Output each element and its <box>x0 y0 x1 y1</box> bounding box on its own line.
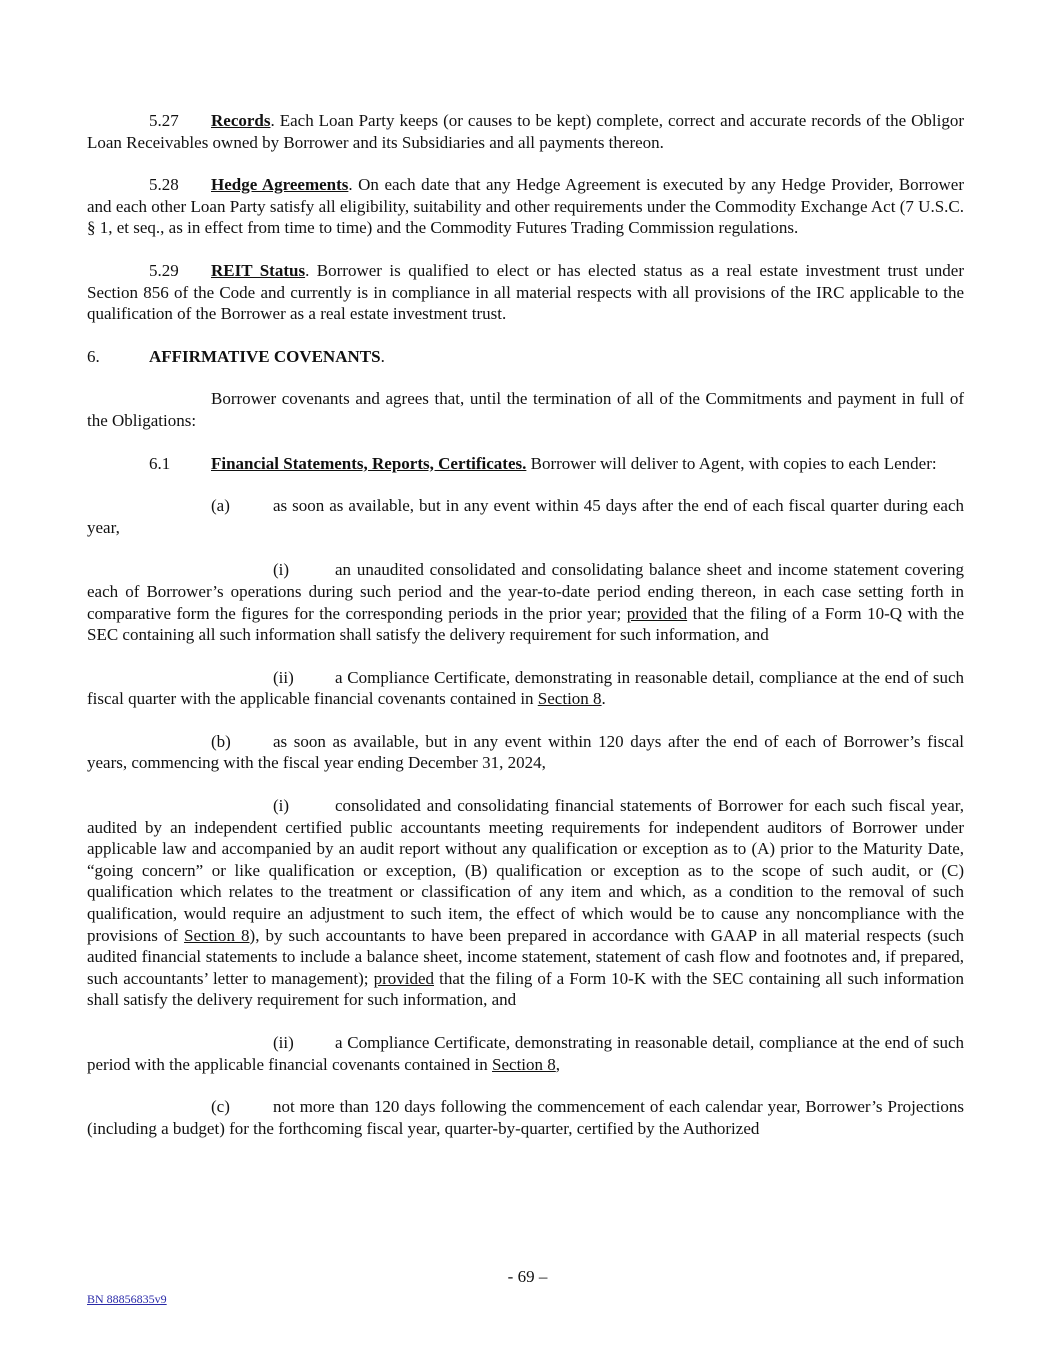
provided-term: provided <box>373 968 435 988</box>
section-5-28 <box>87 174 964 239</box>
article-title-end: . <box>380 346 385 366</box>
article-6-heading <box>87 346 964 368</box>
section-number: 5.29 <box>149 260 179 280</box>
section-heading: Financial Statements, Reports, Certificates. <box>211 453 527 473</box>
section-heading: Hedge Agreements <box>211 175 349 195</box>
section-number: 6.1 <box>149 453 171 473</box>
clause-text: , <box>555 1054 561 1074</box>
section-text: Borrower will deliver to Agent, with copies to each Lender: <box>526 453 937 473</box>
clause-text: as soon as available, but in any event within 120 days after the end of each of Borrower’s fiscal years, commencing with the fiscal year ending December 31, 2024, <box>87 731 964 773</box>
clause-text: an unaudited consolidated and consolidating balance sheet and income statement covering each of Borrower’s operations during such period and the year-to-date period ending thereon, in each case setting forth in comparative form the figures for the corresponding periods in the prior year; <box>87 560 964 623</box>
section-heading: Records <box>211 111 271 130</box>
clause-text: as soon as available, but in any event within 45 days after the end of each fiscal quarter during each year, <box>87 496 964 537</box>
section-8-reference[interactable]: Section 8 <box>492 1054 556 1074</box>
clause-text: a Compliance Certificate, demonstrating in reasonable detail, compliance at the end of such fiscal quarter with the applicable financial covenants contained in <box>87 667 964 709</box>
document-page <box>87 110 964 1139</box>
section-heading: REIT Status <box>211 260 306 280</box>
clause-text: consolidated and consolidating financial statements of Borrower for each such fiscal year, audited by an independent certified public accountants meeting requirements for independent auditors of Borrower under applicable law and accompanied by an audit report without any qualification or exception as to (A) prior to the Maturity Date, “going concern” or like qualification or exception, (B) qualification or exception as to the scope of such audit, or (C) qualification which relates to the treatment or classification of any item and which, as a condition to the removal of such qualification, would require an adjustment to such item, the effect of which would be to cause any noncompliance with the provisions of <box>87 796 964 945</box>
clause-b <box>87 731 964 774</box>
provided-term: provided <box>626 603 688 623</box>
clause-label: (c) <box>211 1097 230 1117</box>
section-text: . Borrower is qualified to elect or has elected status as a real estate investment trust under Section 856 of the Code and currently is in compliance in all material respects with all provisions of the IRC applicable to the qualification of the Borrower as a real estate investment trust. <box>87 260 964 324</box>
article-6-intro: Borrower covenants and agrees that, until the termination of all of the Commitments and payment in full of the Obligations: <box>87 389 964 430</box>
section-6-1 <box>87 453 964 475</box>
section-5-27 <box>87 110 964 153</box>
clause-label: (i) <box>273 796 290 816</box>
clause-c <box>87 1096 964 1139</box>
clause-text: that the filing of a Form 10-Q with the SEC containing all such information shall satisfy the delivery requirement for such information, and <box>87 603 964 645</box>
section-text: . Each Loan Party keeps (or causes to be kept) complete, correct and accurate records of the Obligor Loan Receivables owned by Borrower and its Subsidiaries and all payments thereon. <box>87 111 964 152</box>
article-number: 6. <box>87 346 100 366</box>
clause-text: . <box>601 689 606 709</box>
clause-a-i <box>87 559 964 645</box>
clause-text: ), by such accountants to have been prepared in accordance with GAAP in all material respects (such audited financial statements to include a balance sheet, income statement, statement of cash flow and footnotes and, if prepared, such accountants’ letter to management); <box>87 925 964 988</box>
section-number: 5.28 <box>149 175 179 195</box>
clause-b-ii <box>87 1032 964 1075</box>
page-number: - 69 – <box>507 1267 548 1286</box>
clause-text: that the filing of a Form 10-K with the SEC containing all such information shall satisfy the delivery requirement for such information, and <box>87 968 965 1010</box>
clause-text: a Compliance Certificate, demonstrating in reasonable detail, compliance at the end of such period with the applicable financial covenants contained in <box>87 1033 964 1074</box>
clause-label: (b) <box>211 731 231 751</box>
clause-b-i <box>87 795 964 1011</box>
document-id-link[interactable]: BN 88856835v9 <box>87 1292 167 1306</box>
section-8-reference[interactable]: Section 8 <box>184 925 250 945</box>
clause-text: not more than 120 days following the commencement of each calendar year, Borrower’s Projections (including a budget) for the forthcoming fiscal year, quarter-by-quarter, certified by the Authorized <box>87 1097 964 1138</box>
clause-a-ii <box>87 667 964 710</box>
section-text: . On each date that any Hedge Agreement is executed by any Hedge Provider, Borrower and each other Loan Party satisfy all eligibility, suitability and other requirements under the Commodity Exchange Act (7 U.S.C. § 1, et seq., as in effect from time to time) and the Commodity Futures Trading Commission regulations. <box>87 175 964 238</box>
article-title: AFFIRMATIVE COVENANTS <box>149 346 381 366</box>
section-number: 5.27 <box>149 111 179 130</box>
clause-label: (ii) <box>273 1033 294 1052</box>
clause-label: (ii) <box>273 667 294 687</box>
clause-label: (i) <box>273 560 290 580</box>
section-5-29 <box>87 260 964 325</box>
clause-label: (a) <box>211 496 230 516</box>
clause-a <box>87 495 964 538</box>
section-8-reference[interactable]: Section 8 <box>537 689 602 709</box>
